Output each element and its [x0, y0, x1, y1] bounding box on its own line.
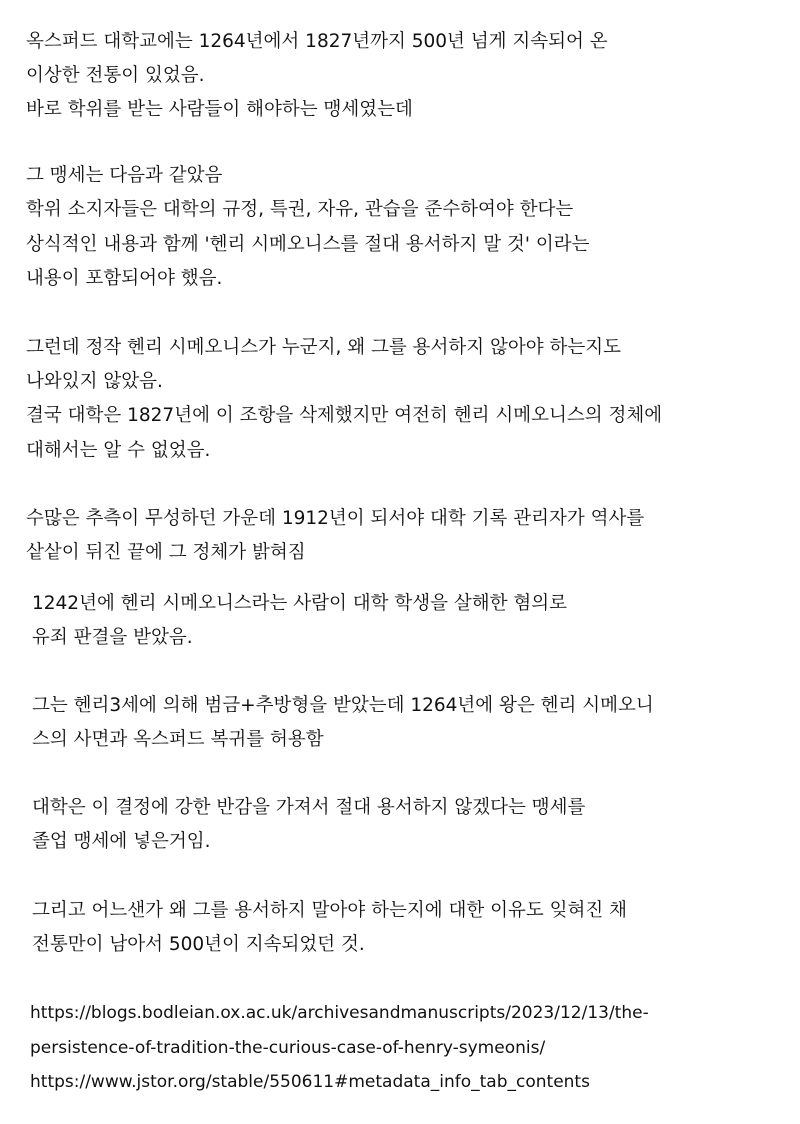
text-line: 그 맹세는 다음과 같았음 — [26, 165, 223, 186]
text-line: 이상한 전통이 있었음. — [26, 65, 205, 86]
text-line: 전통만이 남아서 500년이 지속되었던 것. — [32, 934, 365, 955]
text-line: 대학은 이 결정에 강한 반감을 가져서 절대 용서하지 않겠다는 맹세를 — [32, 797, 586, 818]
text-line: 샅샅이 뒤진 끝에 그 정체가 밝혀짐 — [26, 542, 306, 563]
text-line: 결국 대학은 1827년에 이 조항을 삭제했지만 여전히 헨리 시메오니스의 정체에 — [26, 405, 663, 426]
text-line: 그리고 어느샌가 왜 그를 용서하지 말아야 하는지에 대한 이유도 잊혀진 채 — [32, 900, 627, 921]
source-link-line[interactable]: https://www.jstor.org/stable/550611#metadata_info_tab_contents — [30, 1072, 590, 1092]
text-line: 그런데 정작 헨리 시메오니스가 누군지, 왜 그를 용서하지 않아야 하는지도 — [26, 337, 621, 358]
text-line: 대해서는 알 수 없었음. — [26, 440, 211, 461]
text-line: 상식적인 내용과 함께 '헨리 시메오니스를 절대 용서하지 말 것' 이라는 — [26, 234, 590, 255]
text-line: 수많은 추측이 무성하던 가운데 1912년이 되서야 대학 기록 관리자가 역사를 — [26, 508, 645, 529]
text-line: 유죄 판결을 받았음. — [32, 627, 193, 648]
text-line: 1242년에 헨리 시메오니스라는 사람이 대학 학생을 살해한 혐의로 — [32, 593, 568, 614]
text-line: 졸업 맹세에 넣은거임. — [32, 831, 211, 852]
text-line: 그는 헨리3세에 의해 범금+추방형을 받았는데 1264년에 왕은 헨리 시메오니 — [32, 695, 654, 716]
text-line: 나와있지 않았음. — [26, 371, 163, 392]
text-line: 옥스퍼드 대학교에는 1264년에서 1827년까지 500년 넘게 지속되어 온 — [26, 31, 608, 52]
text-line: 학위 소지자들은 대학의 규정, 특권, 자유, 관습을 준수하여야 한다는 — [26, 199, 574, 220]
text-line: 스의 사면과 옥스퍼드 복귀를 허용함 — [32, 729, 324, 750]
text-line: 내용이 포함되어야 했음. — [26, 268, 223, 289]
source-link-line[interactable]: https://blogs.bodleian.ox.ac.uk/archivesandmanuscripts/2023/12/13/the- — [30, 1003, 649, 1023]
source-link-line[interactable]: persistence-of-tradition-the-curious-case-of-henry-symeonis/ — [30, 1038, 546, 1058]
text-line: 바로 학위를 받는 사람들이 해야하는 맹세였는데 — [26, 99, 413, 120]
